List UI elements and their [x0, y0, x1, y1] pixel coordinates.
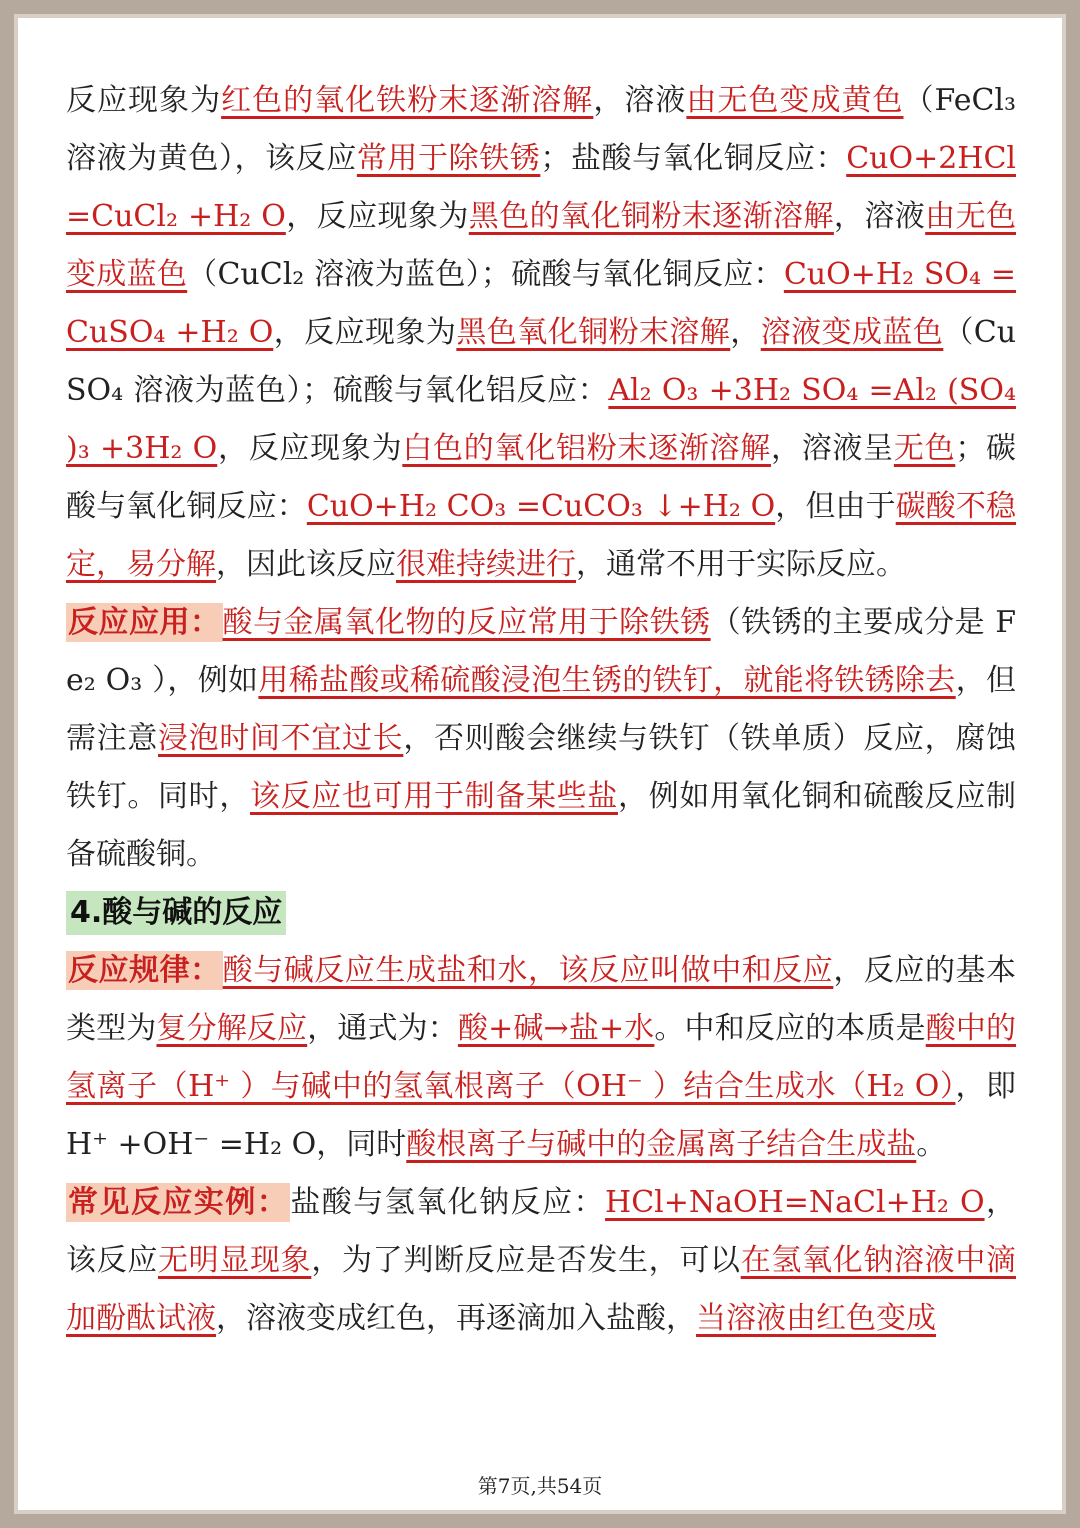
highlight-text: 用稀盐酸或稀硫酸浸泡生锈的铁钉，就能将铁锈除去 — [258, 663, 956, 698]
text: ，即 H⁺ +OH⁻ =H₂ O，同时 — [66, 1069, 1017, 1162]
section-heading-row — [66, 884, 1016, 942]
highlight-text: 黑色的氧化铜粉末逐渐溶解 — [468, 199, 834, 234]
text: ，溶液 — [593, 83, 687, 118]
document-body — [66, 72, 1016, 1348]
text: ，溶液 — [833, 199, 926, 234]
text: ；碳酸与氧化铜反应： — [66, 431, 1017, 524]
highlight-text: 黑色氧化铜粉末溶解 — [456, 315, 731, 350]
paragraph-reaction-examples — [66, 1174, 1016, 1348]
highlight-text: 无明显现象 — [158, 1243, 312, 1278]
text: 。中和反应的本质是 — [654, 1011, 926, 1046]
text: ，通常不用于实际反应。 — [576, 547, 906, 582]
highlight-text: 复分解反应 — [156, 1011, 308, 1046]
text: ，该反应 — [66, 1185, 1017, 1278]
highlight-text: 很难持续进行 — [396, 547, 576, 582]
highlight-text: 浸泡时间不宜过长 — [158, 721, 404, 756]
page-number: 第7页,共54页 — [477, 1474, 603, 1498]
text: 反应现象为 — [66, 83, 222, 118]
text: 。 — [916, 1127, 947, 1162]
highlight-text: 白色的氧化铝粉末逐渐溶解 — [402, 431, 771, 466]
text: ，溶液变成红色，再逐滴加入盐酸， — [216, 1301, 696, 1336]
highlight-text: 由无色变成黄色 — [686, 83, 904, 118]
highlight-text: 无色 — [893, 431, 956, 466]
label-tag: 反应应用： — [68, 605, 221, 640]
section-heading: 4.酸与碱的反应 — [66, 891, 286, 935]
label-tag: 常见反应实例： — [68, 1185, 289, 1220]
text: ，例如用氧化铜和硫酸反应制备硫酸铜。 — [66, 779, 1016, 872]
label-tag: 反应规律： — [68, 953, 221, 988]
equation: Al₂ O₃ +3H₂ SO₄ =Al₂ (SO₄ )₃ +3H₂ O — [66, 373, 1016, 466]
highlight-text: 红色的氧化铁粉末逐渐溶解 — [221, 83, 594, 118]
text: ；盐酸与氧化铜反应： — [540, 141, 847, 176]
text: ，通式为： — [307, 1011, 458, 1046]
highlight-text: 酸根离子与碱中的金属离子结合生成盐 — [406, 1127, 917, 1162]
equation: CuO+H₂ CO₃ =CuCO₃ ↓+H₂ O — [306, 489, 776, 524]
highlight-text: 碳酸不稳定，易分解 — [66, 489, 1017, 582]
paragraph-metal-oxide-reactions — [66, 72, 1016, 594]
text: ， — [730, 315, 761, 350]
highlight-text: 在氢氧化钠溶液中滴加酚酞试液 — [66, 1243, 1017, 1336]
text: （铁锈的主要成分是 Fe₂ O₃ ），例如 — [66, 605, 1017, 698]
text: ，否则酸会继续与铁钉（铁单质）反应，腐蚀铁钉。同时， — [66, 721, 1017, 814]
paragraph-reaction-rule — [66, 942, 1016, 1174]
highlight-text: 酸与碱反应生成盐和水，该反应叫做中和反应 — [222, 953, 834, 988]
text: ，但由于 — [775, 489, 896, 524]
text: （CuSO₄ 溶液为蓝色）；硫酸与氧化铝反应： — [66, 315, 1017, 408]
text: ，为了判断反应是否发生，可以 — [311, 1243, 741, 1278]
highlight-text: 由无色变成蓝色 — [66, 199, 1017, 292]
text: ，但需注意 — [66, 663, 1017, 756]
highlight-text: 当溶液由红色变成 — [696, 1301, 936, 1336]
highlight-text: 酸与金属氧化物的反应常用于除铁锈 — [222, 605, 711, 640]
text: ，因此该反应 — [216, 547, 396, 582]
equation: CuO+H₂ SO₄ =CuSO₄ +H₂ O — [66, 257, 1017, 350]
highlight-text: 常用于除铁锈 — [356, 141, 541, 176]
highlight-text: 该反应也可用于制备某些盐 — [250, 779, 618, 814]
text: ，反应现象为 — [273, 315, 457, 350]
highlight-text: 溶液变成蓝色 — [760, 315, 944, 350]
text: ，反应现象为 — [217, 431, 403, 466]
text: 盐酸与氢氧化钠反应： — [290, 1185, 606, 1220]
text: ，反应的基本类型为 — [66, 953, 1017, 1046]
text: （FeCl₃ 溶液为黄色），该反应 — [66, 83, 1017, 176]
equation: CuO+2HCl=CuCl₂ +H₂ O — [66, 141, 1017, 234]
text: ，溶液呈 — [770, 431, 894, 466]
highlight-text: 酸中的氢离子（H⁺ ）与碱中的氢氧根离子（OH⁻ ）结合生成水（H₂ O） — [66, 1011, 1017, 1104]
paragraph-reaction-application — [66, 594, 1016, 884]
equation: HCl+NaOH=NaCl+H₂ O — [605, 1185, 985, 1220]
highlight-text: 酸+碱→盐+水 — [457, 1011, 655, 1046]
text: （CuCl₂ 溶液为蓝色）；硫酸与氧化铜反应： — [187, 257, 784, 292]
text: ，反应现象为 — [285, 199, 469, 234]
